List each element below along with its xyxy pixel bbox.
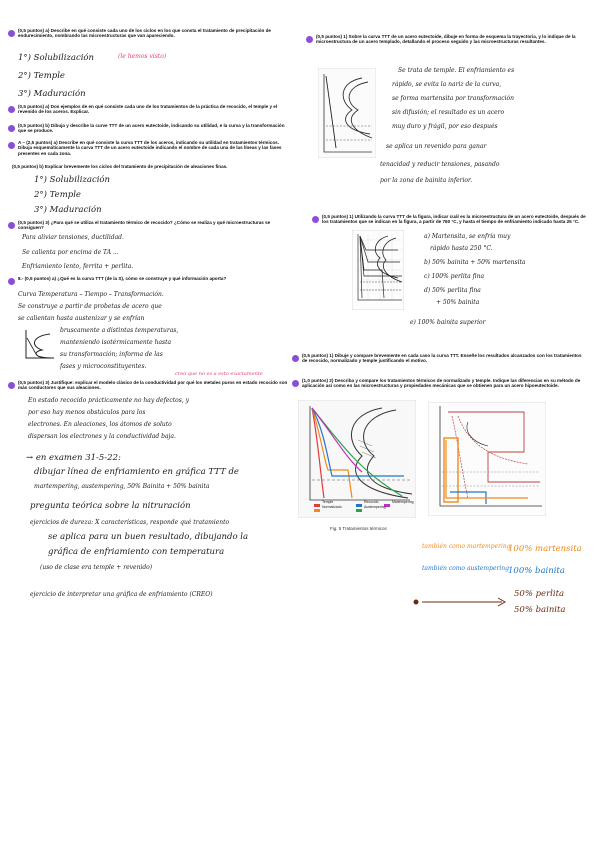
bullet-dot (306, 36, 313, 43)
bullet-dot (8, 222, 15, 229)
handwritten-line: por eso hay menos obstáculos para los (28, 409, 146, 416)
handwritten-step: 3°) Maduración (34, 205, 102, 215)
bullet-dot (8, 382, 15, 389)
handwritten-line: manteniendo isotérmicamente hasta (60, 339, 172, 346)
handwritten-line: bruscamente a distintas temperaturas, (60, 327, 179, 334)
handwritten-value: 100% martensita (508, 544, 582, 554)
handwritten-line: c) 100% perlita fina (424, 273, 485, 280)
arrow-icon (412, 596, 508, 608)
handwritten-value: 50% bainita (514, 605, 566, 615)
handwritten-note: se aplica para un buen resultado, dibujando la (48, 532, 249, 542)
legend-label: Martempering (392, 500, 414, 504)
handwritten-line: sin difusión; el resultado es un acero (392, 109, 505, 116)
heat-treatment-diagram (428, 402, 546, 516)
handwritten-line: Curva Temperatura – Tiempo – Transformación. (18, 291, 164, 298)
handwritten-line: rápido, se evita la nariz de la curva, (392, 81, 502, 88)
handwritten-line: se forma martensita por transformación (392, 95, 515, 102)
ttt-sketch (22, 328, 56, 362)
question-text: A – (2,5 puntos) a) Describe en qué consiste la curva TTT de los aceros, indicando su utilidad en tratamientos térmicos. Dibuja esquemáticamente la curva TTT de un acero eutectoide indicando el nombre de cada una de las líneas y las fases presentes en cada zona. (18, 140, 282, 156)
question-text: (0,5 puntos) a) Describe en qué consiste cada uno de los ciclos en los que consta el tratamiento de precipitación de endurecimiento, nombrando las microestructuras que van apareciendo. (18, 28, 271, 39)
legend-label: Recocido (364, 500, 379, 504)
handwritten-step: 1°) Solubilización (18, 53, 95, 63)
handwritten-step: 2°) Temple (34, 190, 81, 200)
handwritten-value: 50% perlita (514, 589, 565, 599)
handwritten-step: 3°) Maduración (18, 89, 86, 99)
bullet-dot (8, 30, 15, 37)
handwritten-note: gráfica de enfriamiento con temperatura (48, 547, 225, 557)
question-text: (0,5 puntos) 3) ¿Para qué se utiliza el tratamiento térmico de recocido? ¿Cómo se realiza y qué microestructuras se consiguen? (18, 220, 271, 231)
handwritten-line: dispersan los electrones y la conductividad baja. (28, 433, 176, 440)
handwritten-line: se calientan hasta austenizar y se enfrían (18, 315, 145, 322)
figure-caption: Fig. 5 Tratamientos térmicos (330, 526, 387, 531)
question-text: (0,5 puntos) b) Explicar brevemente los ciclos del tratamiento de precipitación de aleaciones finas. (12, 164, 228, 169)
handwritten-line: Se construye a partir de probetas de acero que (18, 303, 162, 310)
question-text: (0,5 puntos) 3) Justifique: explicar el modelo clásico de la conductividad por qué los metales puros en estado recocido son más conductores que sus aleaciones. (18, 380, 288, 391)
handwritten-tag: también como martempering (422, 543, 511, 550)
handwritten-line: En estado recocido prácticamente no hay defectos, y (28, 397, 190, 404)
bullet-dot (292, 355, 299, 362)
question-text: (0,5 puntos) 1) Dibuje y compare brevemente en cada caso la curva TTT. Enseñe los resultados alcanzados con los tratamientos de recocido, normalizado y temple justificando el motivo. (302, 353, 582, 364)
handwritten-note: ejercicios de dureza: X características, responde qué tratamiento (30, 519, 230, 526)
handwritten-line: b) 50% bainita + 50% martensita (424, 259, 526, 266)
handwritten-line: por la zona de bainita inferior. (380, 177, 473, 184)
handwritten-line: Para aliviar tensiones, ductilidad. (22, 234, 124, 241)
handwritten-line: e) 100% bainita superior (410, 319, 486, 326)
handwritten-line: muy duro y frágil, por eso después (392, 123, 498, 130)
handwritten-tag: también como austempering (422, 565, 509, 572)
bullet-dot (8, 125, 15, 132)
question-text: (0,5 puntos) b) Dibuja y describe la curve TTT de un acero eutectoide, indicando su utilidad, e la curva y la transformación que se produce. (18, 123, 285, 134)
question-text: 8.- (0,5 puntos) a) ¿Qué es la curva TTT (de la S), cómo se construye y qué información aporta? (18, 276, 227, 281)
handwritten-line: rápido hasta 250 °C. (430, 245, 493, 252)
question-text: (1,0 puntos) 2) Describa y compare los tratamientos térmicos de normalizado y temple. Indique las diferencias en su método de aplicación así como en las microestructuras y propiedades mecánicas que se obtienen para un acero hipoeutectoide. (302, 378, 581, 389)
ttt-chart (352, 230, 404, 310)
question-text: (0,5 puntos) a) Dos ejemplos de en qué consiste cada uno de los tratamientos de la práctica de recocido, el temple y el revenido de los aceros. Explicar. (18, 104, 278, 115)
handwritten-line: Se trata de temple. El enfriamiento es (398, 67, 515, 74)
handwritten-note: → en examen 31-5-22: (26, 453, 121, 463)
handwritten-note: (uso de clase era temple + revenido) (40, 564, 153, 571)
handwritten-note: (le hemos visto) (118, 53, 167, 60)
question-text: (0,5 puntos) 1) Sobre la curva TTT de un acero eutectoide, dibuje en forma de esquema la trayectoria, y lo indique de la microestructura de un acero templado, detallando el proceso seguido y las microestructuras resultantes. (316, 34, 576, 45)
handwritten-line: se aplica un revenido para ganar (386, 143, 487, 150)
handwritten-value: 100% bainita (508, 566, 565, 576)
handwritten-line: electrones. En aleaciones, los átomos de soluto (28, 421, 172, 428)
legend-label: Austempering (364, 505, 386, 509)
handwritten-note: dibujar línea de enfriamiento en gráfica TTT de (34, 467, 239, 477)
bullet-dot (8, 106, 15, 113)
handwritten-line: Enfriamiento lento, ferrita + perlita. (22, 263, 134, 270)
handwritten-line: Se calienta por encima de TA ... (22, 249, 119, 256)
handwritten-line: d) 50% perlita fina (424, 287, 481, 294)
bullet-dot (8, 142, 15, 149)
handwritten-note: ejercicio de interpretar una gráfica de enfriamiento (CREO) (30, 591, 213, 598)
ttt-diagram (318, 68, 376, 158)
handwritten-line: + 50% bainita (436, 299, 480, 306)
question-text: (0,5 puntos) 1) Utilizando la curva TTT de la figura, indicar cuál es la microestructura de un acero eutectoide, después de los tratamientos que se indican en la figura, a partir de 760 °C, y hasta el tiempo de enfriamiento indicado hasta 25 °C. (322, 214, 586, 225)
handwritten-note: pregunta teórica sobre la nitruración (30, 501, 191, 511)
bullet-dot (8, 278, 15, 285)
bullet-dot (312, 216, 319, 223)
handwritten-line: a) Martensita, se enfría muy (424, 233, 511, 240)
handwritten-note: creo que no es a esto exactamente (175, 371, 263, 377)
legend-label: Temple (322, 500, 334, 504)
handwritten-step: 2°) Temple (18, 71, 65, 81)
bullet-dot (292, 380, 299, 387)
handwritten-line: su transformación; informa de las (60, 351, 163, 358)
handwritten-line: tenacidad y reducir tensiones, pasando (380, 161, 500, 168)
legend-label: Normalizado (322, 505, 342, 509)
handwritten-note: martempering, austempering, 50% Bainita + 50% bainita (34, 483, 210, 490)
handwritten-step: 1°) Solubilización (34, 175, 111, 185)
handwritten-line: fases y microconstituyentes. (60, 363, 147, 370)
